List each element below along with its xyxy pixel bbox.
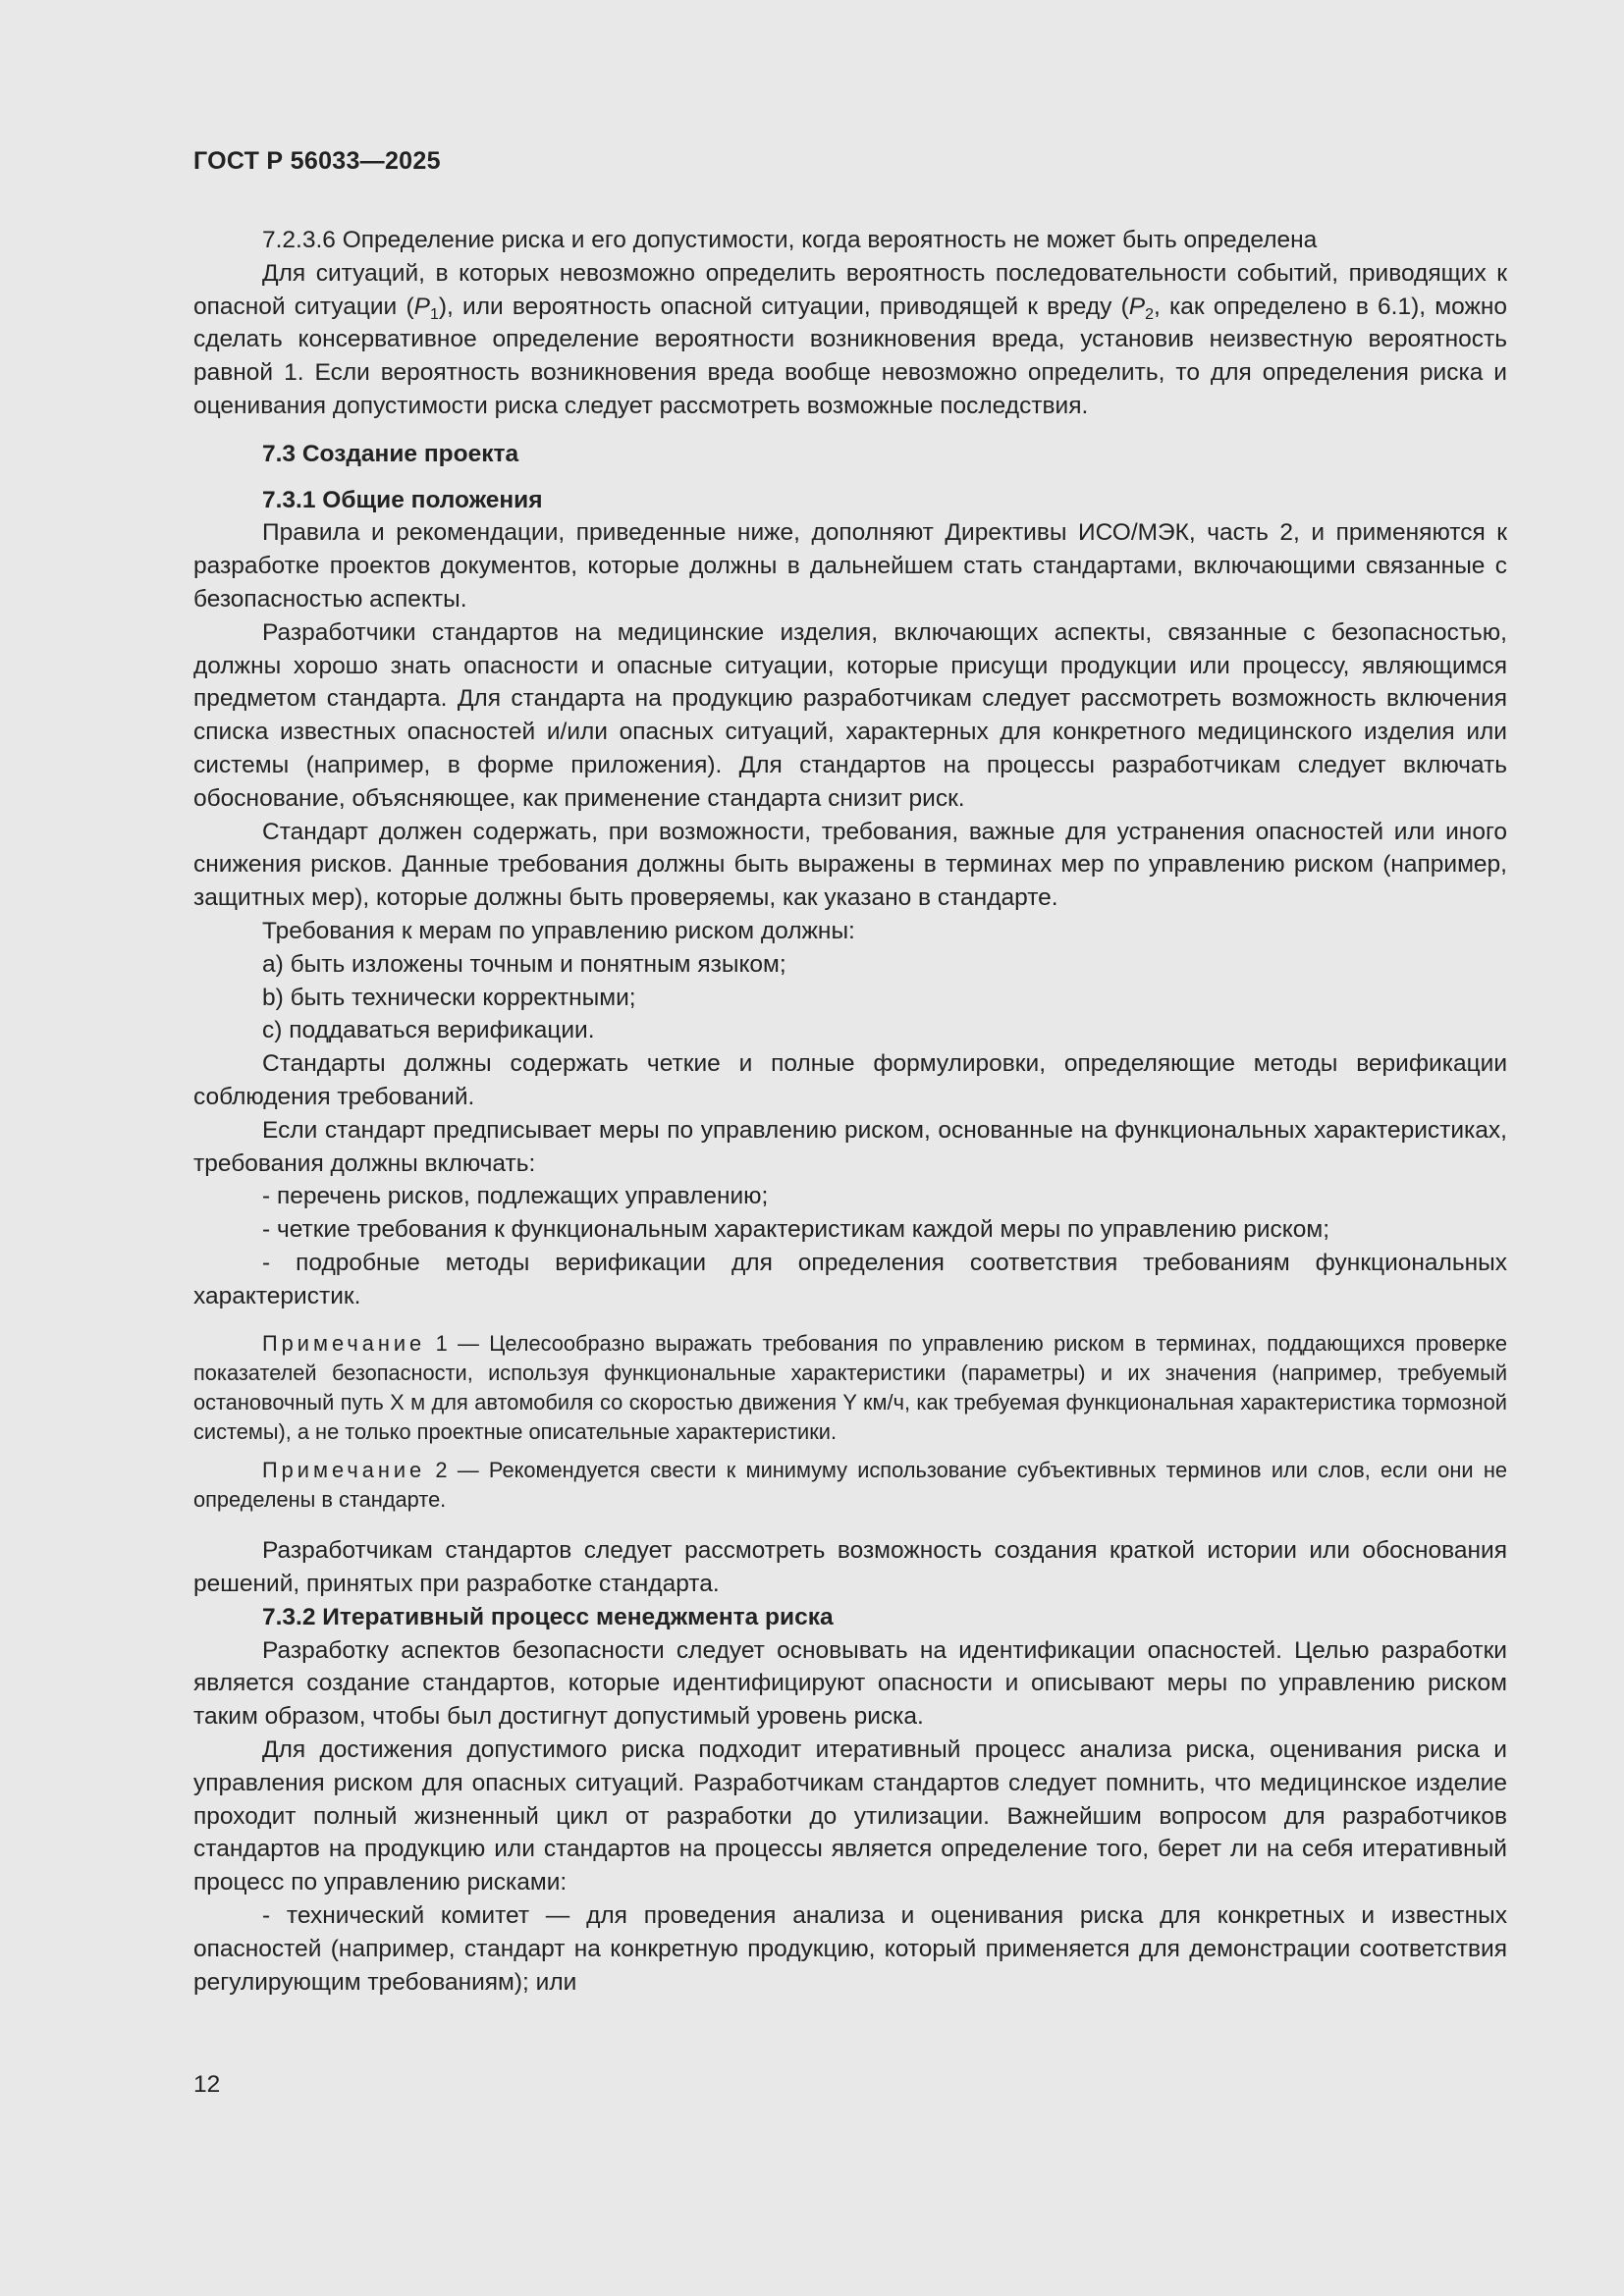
list-item: - четкие требования к функциональным характеристикам каждой меры по управлению риском; bbox=[262, 1216, 1330, 1244]
page-number: 12 bbox=[193, 2071, 221, 2098]
paragraph: Если стандарт предписывает меры по управлению риском, основанные на функциональных характеристиках, требования должны включать: bbox=[193, 1116, 1507, 1177]
document-header: ГОСТ Р 56033—2025 bbox=[193, 147, 441, 175]
paragraph: Для достижения допустимого риска подходит итеративный процесс анализа риска, оценивания риска и управления риском для опасных ситуаций. Разработчикам стандартов следует помнить, что медицинское изделие проходит полный жизненный цикл от разработки до утилизации. Важнейшим вопросом для разработчиков стандартов на продукцию или стандартов на процессы является определение того, берет ли на себя итеративный процесс по управлению рисками: bbox=[193, 1736, 1507, 1896]
list-item: a) быть изложены точным и понятным языком; bbox=[262, 950, 786, 978]
notes-block bbox=[193, 1329, 1507, 1516]
list-item: - перечень рисков, подлежащих управлению; bbox=[262, 1183, 769, 1210]
section-7-3-1-heading: 7.3.1 Общие положения bbox=[262, 486, 543, 513]
note-label: Примечание bbox=[262, 1330, 426, 1356]
paragraph: Стандарт должен содержать, при возможности, требования, важные для устранения опасностей или иного снижения рисков. Данные требования должны быть выражены в терминах мер по управлению риском (например, защитных мер), которые должны быть проверяемы, как указано в стандарте. bbox=[193, 818, 1507, 912]
section-7-3-2-heading: 7.3.2 Итеративный процесс менеджмента риска bbox=[262, 1603, 834, 1630]
note-label: Примечание bbox=[262, 1457, 426, 1482]
section-7-3-heading: 7.3 Создание проекта bbox=[262, 440, 519, 467]
paragraph: Стандарты должны содержать четкие и полные формулировки, определяющие методы верификации соблюдения требований. bbox=[193, 1050, 1507, 1110]
paragraph: Разработчикам стандартов следует рассмотреть возможность создания краткой истории или обоснования решений, принятых при разработке стандарта. bbox=[193, 1537, 1507, 1598]
paragraph: Для ситуаций, в которых невозможно определить вероятность последовательности событий, приводящих к опасной ситуации $(P_1)$, или вероятность опасной ситуации, приводящей к вреду ($P_2$, как определено в 6.1), можно сделать консервативное определение вероятности возникновения вреда, установив неизвестную вероятность равной 1. Если вероятность возникновения вреда вообще невозможно определить, то для определения риска и оценивания допустимости риска следует рассмотреть возможные последствия. bbox=[193, 259, 1507, 419]
paragraph: Требования к мерам по управлению риском должны: bbox=[262, 917, 855, 944]
paragraph: Правила и рекомендации, приведенные ниже, дополняют Директивы ИСО/МЭК, часть 2, и применяются к разработке проектов документов, которые должны в дальнейшем стать стандартами, включающими связанные с безопасностью аспекты. bbox=[193, 519, 1507, 613]
paragraph: - технический комитет — для проведения анализа и оценивания риска для конкретных и известных опасностей (например, стандарт на конкретную продукцию, который применяется для демонстрации соответствия регулирующим требованиям); или bbox=[193, 1902, 1507, 1996]
list-item: c) поддаваться верификации. bbox=[262, 1017, 595, 1044]
note-1: Примечание 1 — Целесообразно выражать требования по управлению риском в терминах, поддающихся проверке показателей безопасности, используя функциональные характеристики (параметры) и их значения (например, требуемый остановочный путь X м для автомобиля со скоростью движения Y км/ч, как требуемая функциональная характеристика тормозной системы), а не только проектные описательные характеристики. bbox=[193, 1330, 1507, 1445]
paragraph: Разработку аспектов безопасности следует основывать на идентификации опасностей. Целью разработки является создание стандартов, которые идентифицируют опасности и описывают меры по управлению риском таким образом, чтобы был достигнут допустимый уровень риска. bbox=[193, 1636, 1507, 1731]
note-2: Примечание 2 — Рекомендуется свести к минимуму использование субъективных терминов или слов, если они не определены в стандарте. bbox=[193, 1457, 1507, 1512]
section-7-2-3-6-heading: 7.2.3.6 Определение риска и его допустимости, когда вероятность не может быть определена bbox=[262, 227, 1318, 253]
page-body bbox=[193, 224, 1507, 1999]
list-item: - подробные методы верификации для определения соответствия требованиям функциональных характеристик. bbox=[193, 1249, 1507, 1309]
paragraph: Разработчики стандартов на медицинские изделия, включающих аспекты, связанные с безопасностью, должны хорошо знать опасности и опасные ситуации, которые присущи продукции или процессу, являющимся предметом стандарта. Для стандарта на продукцию разработчикам следует рассмотреть возможность включения списка известных опасностей и/или опасных ситуаций, характерных для конкретного медицинского изделия или системы (например, в форме приложения). Для стандартов на процессы разработчикам следует включать обоснование, объясняющее, как применение стандарта снизит риск. bbox=[193, 618, 1507, 812]
list-item: b) быть технически корректными; bbox=[262, 984, 636, 1011]
